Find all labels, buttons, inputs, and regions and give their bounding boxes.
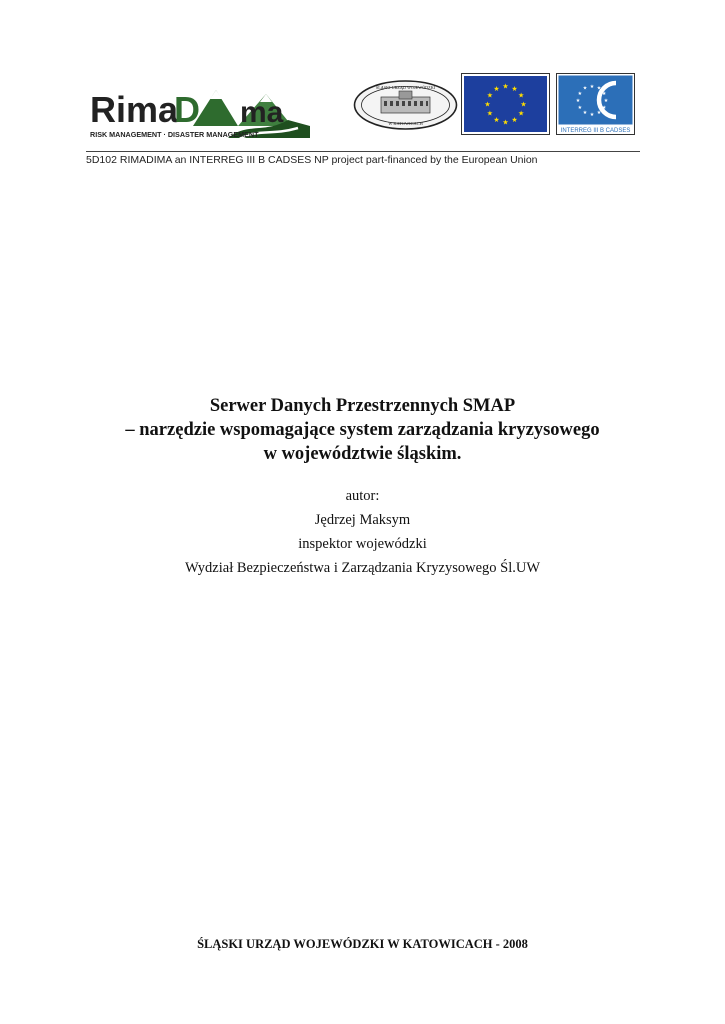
svg-text:D: D	[174, 89, 200, 130]
star-icon: ★	[589, 83, 595, 90]
star-icon: ★	[596, 109, 602, 116]
star-icon: ★	[517, 109, 525, 118]
star-icon: ★	[486, 109, 494, 118]
svg-text:ŚLĄSKI URZĄD WOJEWÓDZKI: ŚLĄSKI URZĄD WOJEWÓDZKI	[375, 85, 436, 90]
title-line-1: Serwer Danych Przestrzennych SMAP	[209, 396, 516, 416]
star-icon: ★	[577, 90, 583, 97]
svg-text:INTERREG III B CADSES: INTERREG III B CADSES	[560, 128, 631, 134]
document-title	[60, 394, 665, 466]
star-icon: ★	[511, 116, 518, 125]
star-icon: ★	[603, 97, 609, 104]
star-icon: ★	[601, 104, 607, 111]
interreg-cadses-logo	[556, 73, 635, 135]
star-icon: ★	[493, 116, 500, 125]
star-icon: ★	[502, 82, 509, 91]
star-icon: ★	[520, 100, 527, 109]
star-icon: ★	[486, 91, 494, 100]
star-icon: ★	[517, 91, 525, 100]
author-block	[60, 484, 665, 580]
header-divider	[86, 151, 640, 152]
title-line-3: w województwie śląskim.	[263, 444, 462, 464]
author-name: Jędrzej Maksym	[314, 512, 411, 528]
voivodeship-seal-icon	[353, 80, 458, 130]
author-department: Wydział Bezpieczeństwa i Zarządzania Kryzysowego Śl.UW	[184, 560, 541, 576]
title-line-2: – narzędzie wspomagające system zarządzania kryzysowego	[125, 420, 600, 440]
svg-text:Rima: Rima	[90, 89, 179, 130]
star-icon: ★	[589, 111, 595, 118]
publisher-footer: ŚLĄSKI URZĄD WOJEWÓDZKI W KATOWICACH - 2008	[197, 937, 528, 951]
star-icon: ★	[596, 85, 602, 92]
star-icon: ★	[493, 84, 500, 93]
svg-text:ma: ma	[240, 96, 284, 129]
svg-text:W KATOWICACH: W KATOWICACH	[388, 121, 423, 126]
rimadima-logo	[88, 82, 313, 142]
star-icon: ★	[575, 97, 581, 104]
eu-flag-icon	[461, 73, 550, 135]
star-icon: ★	[582, 85, 588, 92]
author-label: autor:	[345, 488, 380, 504]
star-icon: ★	[502, 118, 509, 127]
author-position: inspektor wojewódzki	[298, 536, 427, 552]
star-icon: ★	[582, 109, 588, 116]
svg-text:RISK MANAGEMENT · DISASTER MAN: RISK MANAGEMENT · DISASTER MANAGEMENT	[90, 130, 259, 139]
project-funding-note: 5D102 RIMADIMA an INTERREG III B CADSES NP project part-financed by the European Union	[86, 154, 538, 166]
star-icon: ★	[484, 100, 491, 109]
star-icon: ★	[601, 90, 607, 97]
star-icon: ★	[577, 104, 583, 111]
star-icon: ★	[511, 84, 518, 93]
